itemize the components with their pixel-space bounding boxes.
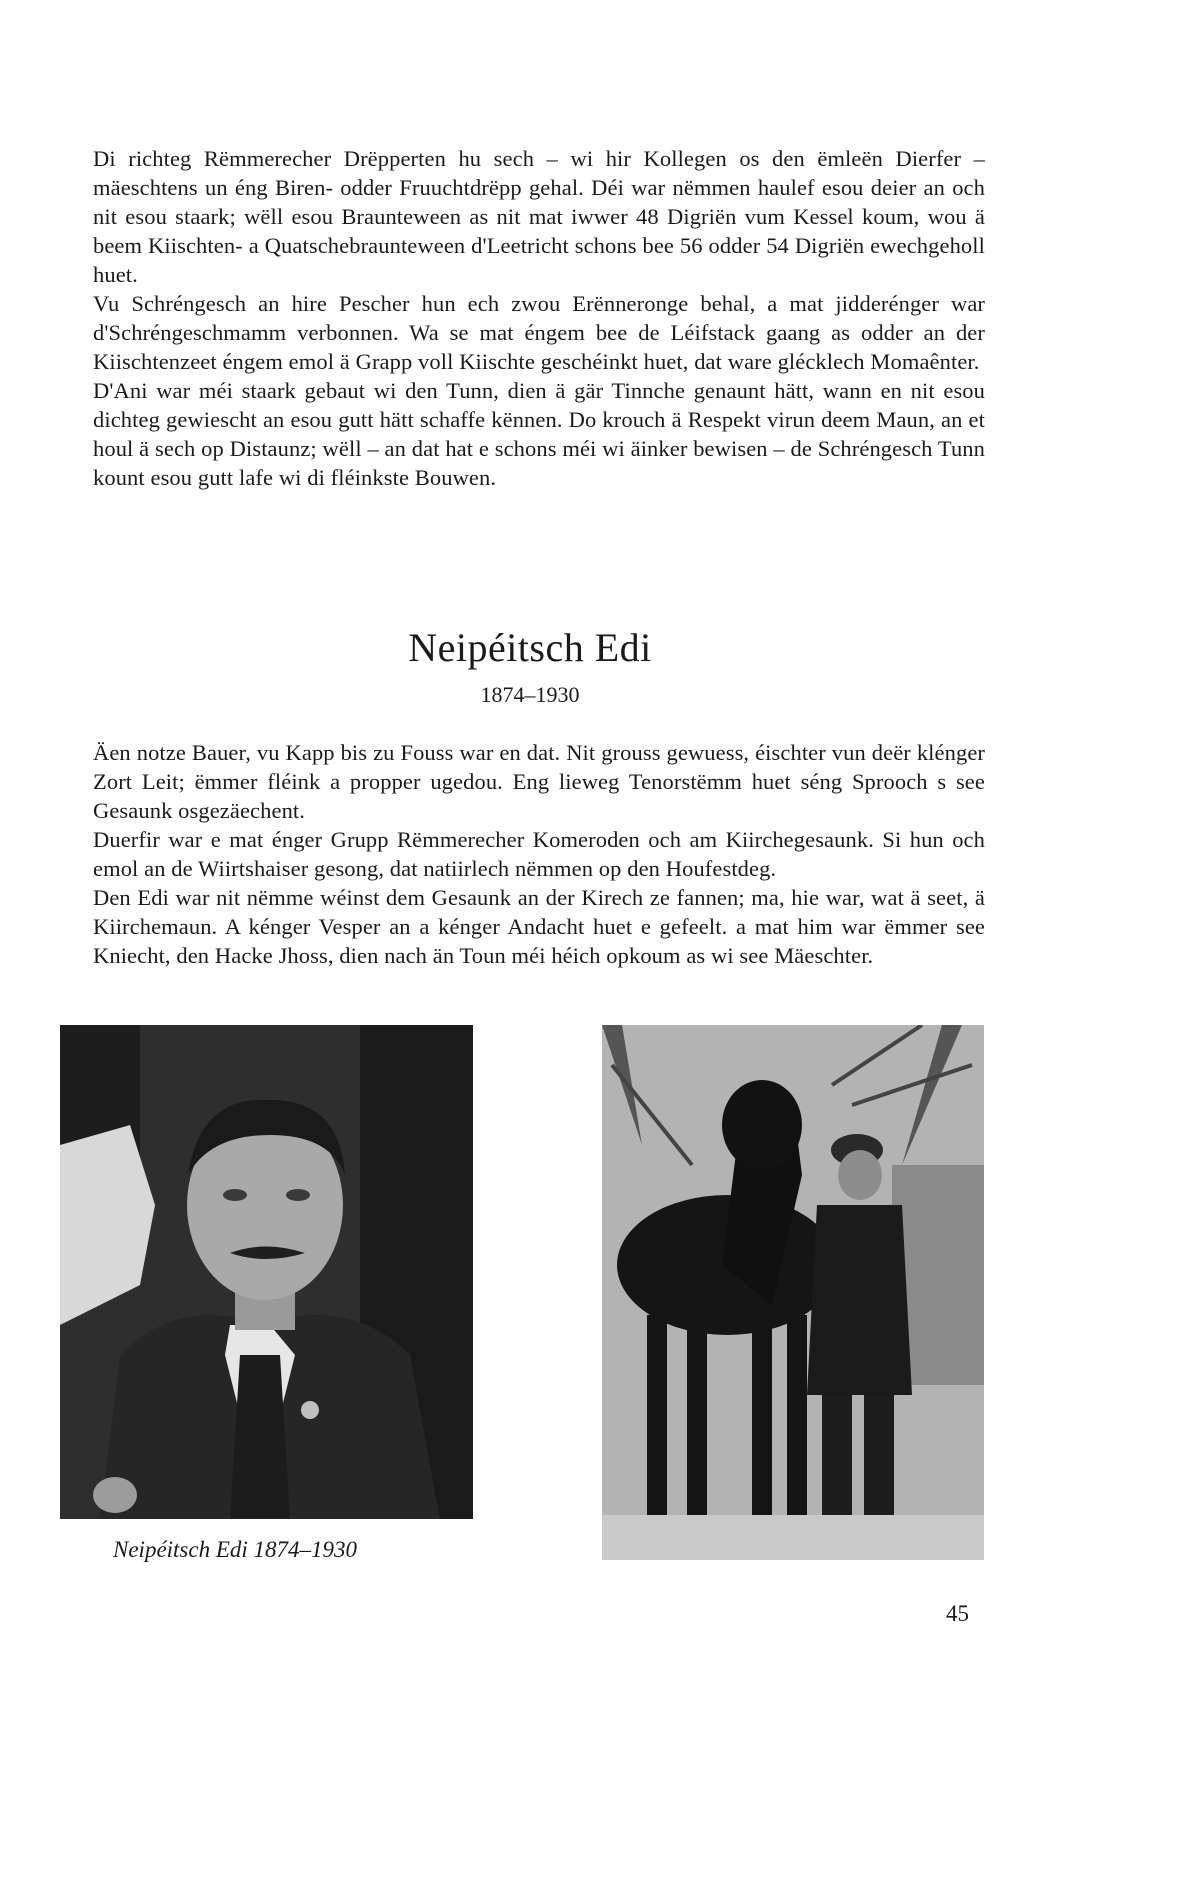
bio-paragraph: Äen notze Bauer, vu Kapp bis zu Fouss war en dat. Nit grouss gewuess, éischter vun deër klénger Zort Leit; ëmmer fléink a propper ugedou. Eng lieweg Tenorstëmm huet séng Sprooch s see Gesaunk osgezäechent. [93,740,985,823]
horse-illustration [602,1025,984,1560]
intro-text [93,144,985,492]
bio-paragraph: Den Edi war nit nëmme wéinst dem Gesaunk an der Kirech ze fannen; ma, hie war, wat ä seet, ä Kiirchemaun. A kénger Vesper an a kénger Andacht huet e gefeelt. a mat him war ëmmer see Kniecht, den Hacke Jhoss, dien nach än Toun méi héich opkoum as wi see Mäeschter. [93,885,985,968]
section-title: Neipéitsch Edi [408,625,652,670]
bio-paragraph: Duerfir war e mat énger Grupp Rëmmerecher Komeroden och am Kiirchegesaunk. Si hun och emol an de Wiirtshaiser gesong, dat natiirlech nëmmen op den Houfestdeg. [93,827,985,881]
intro-paragraph: Vu Schréngesch an hire Pescher hun ech zwou Erënneronge behal, a mat jidderénger war d'Schréngeschmamm verbonnen. Wa se mat éngem bee de Léifstack gaang as odder an der Kiischtenzeet éngem emol ä Grapp voll Kiischte geschéinkt huet, dat ware glécklech Momaênter. [93,291,985,374]
intro-paragraph: D'Ani war méi staark gebaut wi den Tunn, dien ä gär Tinnche genaunt hätt, wann en nit esou dichteg gewiescht an esou gutt hätt schaffe kënnen. Do krouch ä Respekt virun deem Maun, an et houl ä sech op Distaunz; wëll – an dat hat e schons méi wi äinker bewisen – de Schréngesch Tunn kount esou gutt lafe wi di fléinkste Bouwen. [93,378,985,490]
section-years: 1874–1930 [480,682,580,707]
photo-caption: Neipéitsch Edi 1874–1930 [113,1537,358,1562]
page-number: 45 [946,1601,969,1626]
portrait-photo [60,1025,473,1519]
horse-photo [602,1025,984,1560]
intro-paragraph: Di richteg Rëmmerecher Drëpperten hu sech – wi hir Kollegen os den ëmleën Dierfer – mäeschtens un éng Biren- odder Fruuchtdrëpp gehal. Déi war nëmmen haulef esou deier an och nit esou staark; wëll esou Braunteween as nit mat iwwer 48 Digriën vum Kessel koum, wou ä beem Kiischten- a Quatschebraunteween d'Leetricht schons bee 56 odder 54 Digriën ewechgeholl huet. [93,146,985,287]
bio-text [93,738,985,970]
portrait-illustration [60,1025,473,1519]
